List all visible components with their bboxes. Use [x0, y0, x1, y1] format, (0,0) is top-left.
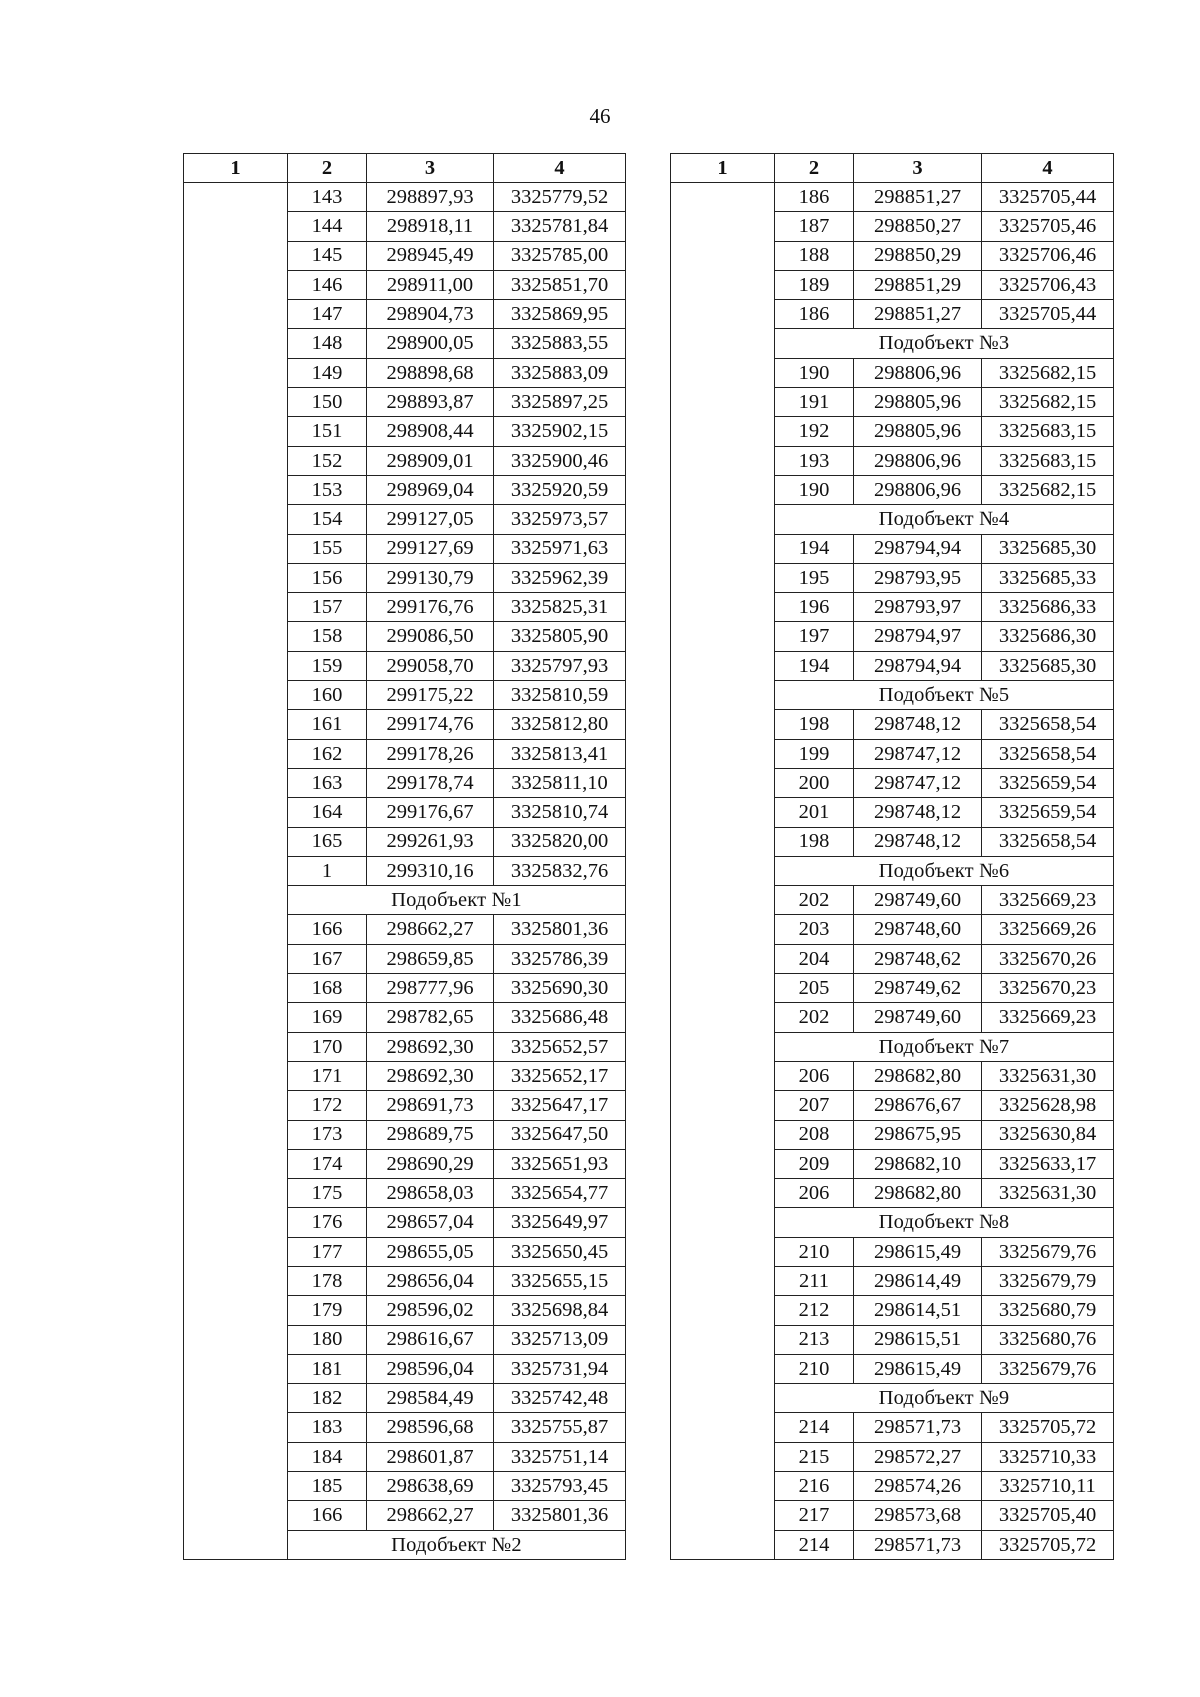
point-number-cell: 182 — [288, 1384, 367, 1413]
subobject-label: Подобъект №2 — [288, 1530, 626, 1559]
coord-x-cell: 299176,67 — [367, 798, 494, 827]
coord-y-cell: 3325973,57 — [494, 505, 626, 534]
coord-x-cell: 298806,96 — [854, 446, 982, 475]
coord-y-cell: 3325920,59 — [494, 475, 626, 504]
coord-y-cell: 3325902,15 — [494, 417, 626, 446]
subobject-label: Подобъект №9 — [775, 1384, 1114, 1413]
point-number-cell: 1 — [288, 856, 367, 885]
coord-x-cell: 298749,60 — [854, 1003, 982, 1032]
coord-x-cell: 299175,22 — [367, 681, 494, 710]
coord-y-cell: 3325705,72 — [982, 1413, 1114, 1442]
point-number-cell: 201 — [775, 798, 854, 827]
coord-y-cell: 3325683,15 — [982, 446, 1114, 475]
coord-y-cell: 3325630,84 — [982, 1120, 1114, 1149]
point-number-cell: 181 — [288, 1354, 367, 1383]
coord-y-cell: 3325669,23 — [982, 886, 1114, 915]
coord-x-cell: 298596,04 — [367, 1354, 494, 1383]
point-number-cell: 155 — [288, 534, 367, 563]
coord-x-cell: 298655,05 — [367, 1237, 494, 1266]
point-number-cell: 200 — [775, 768, 854, 797]
point-number-cell: 156 — [288, 563, 367, 592]
coord-x-cell: 298749,62 — [854, 974, 982, 1003]
coord-y-cell: 3325851,70 — [494, 270, 626, 299]
coord-x-cell: 298850,29 — [854, 241, 982, 270]
point-number-cell: 154 — [288, 505, 367, 534]
coord-x-cell: 298748,12 — [854, 710, 982, 739]
coord-x-cell: 298656,04 — [367, 1266, 494, 1295]
coord-x-cell: 298572,27 — [854, 1442, 982, 1471]
coord-x-cell: 298662,27 — [367, 1501, 494, 1530]
point-number-cell: 211 — [775, 1266, 854, 1295]
coord-x-cell: 298596,02 — [367, 1296, 494, 1325]
point-number-cell: 192 — [775, 417, 854, 446]
point-number-cell: 216 — [775, 1472, 854, 1501]
point-number-cell: 180 — [288, 1325, 367, 1354]
coord-x-cell: 298747,12 — [854, 768, 982, 797]
point-number-cell: 145 — [288, 241, 367, 270]
coord-x-cell: 298748,60 — [854, 915, 982, 944]
coord-y-cell: 3325682,15 — [982, 388, 1114, 417]
point-number-cell: 204 — [775, 944, 854, 973]
point-number-cell: 209 — [775, 1149, 854, 1178]
point-number-cell: 214 — [775, 1413, 854, 1442]
point-number-cell: 191 — [775, 388, 854, 417]
coord-x-cell: 298658,03 — [367, 1179, 494, 1208]
coord-x-cell: 298851,27 — [854, 300, 982, 329]
coord-y-cell: 3325658,54 — [982, 739, 1114, 768]
coord-x-cell: 298571,73 — [854, 1530, 982, 1559]
coord-y-cell: 3325797,93 — [494, 651, 626, 680]
coord-y-cell: 3325793,45 — [494, 1472, 626, 1501]
coord-x-cell: 298805,96 — [854, 388, 982, 417]
point-number-cell: 163 — [288, 768, 367, 797]
coord-x-cell: 298749,60 — [854, 886, 982, 915]
point-number-cell: 175 — [288, 1179, 367, 1208]
coord-x-cell: 298806,96 — [854, 475, 982, 504]
subobject-label: Подобъект №6 — [775, 856, 1114, 885]
coord-x-cell: 298675,95 — [854, 1120, 982, 1149]
coord-y-cell: 3325825,31 — [494, 593, 626, 622]
coord-y-cell: 3325781,84 — [494, 212, 626, 241]
coord-x-cell: 298615,51 — [854, 1325, 982, 1354]
coord-y-cell: 3325900,46 — [494, 446, 626, 475]
point-number-cell: 186 — [775, 300, 854, 329]
point-number-cell: 202 — [775, 886, 854, 915]
coord-y-cell: 3325706,43 — [982, 270, 1114, 299]
coord-y-cell: 3325705,44 — [982, 183, 1114, 212]
coord-y-cell: 3325883,09 — [494, 358, 626, 387]
coord-x-cell: 299261,93 — [367, 827, 494, 856]
coord-x-cell: 298747,12 — [854, 739, 982, 768]
coord-y-cell: 3325652,57 — [494, 1032, 626, 1061]
coord-y-cell: 3325812,80 — [494, 710, 626, 739]
coord-y-cell: 3325649,97 — [494, 1208, 626, 1237]
coord-x-cell: 298904,73 — [367, 300, 494, 329]
coord-y-cell: 3325786,39 — [494, 944, 626, 973]
point-number-cell: 168 — [288, 974, 367, 1003]
coord-y-cell: 3325705,44 — [982, 300, 1114, 329]
point-number-cell: 160 — [288, 681, 367, 710]
point-number-cell: 190 — [775, 475, 854, 504]
coord-x-cell: 298851,27 — [854, 183, 982, 212]
coord-y-cell: 3325801,36 — [494, 915, 626, 944]
coord-y-cell: 3325679,79 — [982, 1266, 1114, 1295]
point-number-cell: 199 — [775, 739, 854, 768]
coord-y-cell: 3325810,74 — [494, 798, 626, 827]
coord-y-cell: 3325805,90 — [494, 622, 626, 651]
subobject-label: Подобъект №3 — [775, 329, 1114, 358]
coord-x-cell: 298748,12 — [854, 827, 982, 856]
coord-x-cell: 298850,27 — [854, 212, 982, 241]
coordinates-table-left — [183, 153, 626, 1560]
point-number-cell: 166 — [288, 1501, 367, 1530]
coord-y-cell: 3325971,63 — [494, 534, 626, 563]
coord-x-cell: 299176,76 — [367, 593, 494, 622]
table-header-row — [671, 154, 1114, 183]
coord-y-cell: 3325631,30 — [982, 1061, 1114, 1090]
table-row — [184, 183, 626, 212]
coord-x-cell: 298662,27 — [367, 915, 494, 944]
coord-x-cell: 298748,62 — [854, 944, 982, 973]
coord-x-cell: 298682,80 — [854, 1061, 982, 1090]
coord-x-cell: 298682,80 — [854, 1179, 982, 1208]
coord-y-cell: 3325686,33 — [982, 593, 1114, 622]
point-number-cell: 153 — [288, 475, 367, 504]
point-number-cell: 195 — [775, 563, 854, 592]
coord-x-cell: 298596,68 — [367, 1413, 494, 1442]
coord-x-cell: 298897,93 — [367, 183, 494, 212]
coord-y-cell: 3325779,52 — [494, 183, 626, 212]
coord-y-cell: 3325710,11 — [982, 1472, 1114, 1501]
coord-x-cell: 298690,29 — [367, 1149, 494, 1178]
coord-y-cell: 3325682,15 — [982, 358, 1114, 387]
coord-x-cell: 298777,96 — [367, 974, 494, 1003]
coord-y-cell: 3325742,48 — [494, 1384, 626, 1413]
coord-x-cell: 298794,94 — [854, 651, 982, 680]
coord-x-cell: 298911,00 — [367, 270, 494, 299]
point-number-cell: 157 — [288, 593, 367, 622]
coord-x-cell: 298571,73 — [854, 1413, 982, 1442]
point-number-cell: 176 — [288, 1208, 367, 1237]
coord-y-cell: 3325705,40 — [982, 1501, 1114, 1530]
coord-y-cell: 3325659,54 — [982, 798, 1114, 827]
coord-x-cell: 298657,04 — [367, 1208, 494, 1237]
coord-y-cell: 3325705,46 — [982, 212, 1114, 241]
point-number-cell: 146 — [288, 270, 367, 299]
point-number-cell: 144 — [288, 212, 367, 241]
point-number-cell: 213 — [775, 1325, 854, 1354]
coordinates-table-right — [670, 153, 1114, 1560]
coord-y-cell: 3325669,23 — [982, 1003, 1114, 1032]
header-col-4: 4 — [494, 154, 626, 183]
point-number-cell: 148 — [288, 329, 367, 358]
coord-y-cell: 3325651,93 — [494, 1149, 626, 1178]
point-number-cell: 215 — [775, 1442, 854, 1471]
point-number-cell: 158 — [288, 622, 367, 651]
coord-y-cell: 3325647,50 — [494, 1120, 626, 1149]
point-number-cell: 159 — [288, 651, 367, 680]
coord-y-cell: 3325686,30 — [982, 622, 1114, 651]
point-number-cell: 194 — [775, 651, 854, 680]
coord-y-cell: 3325682,15 — [982, 475, 1114, 504]
coord-y-cell: 3325679,76 — [982, 1237, 1114, 1266]
coord-y-cell: 3325713,09 — [494, 1325, 626, 1354]
header-col-3: 3 — [367, 154, 494, 183]
coord-x-cell: 298918,11 — [367, 212, 494, 241]
coord-x-cell: 299174,76 — [367, 710, 494, 739]
column-1-blank-cell — [671, 183, 775, 1560]
coord-x-cell: 298692,30 — [367, 1032, 494, 1061]
point-number-cell: 193 — [775, 446, 854, 475]
point-number-cell: 184 — [288, 1442, 367, 1471]
point-number-cell: 147 — [288, 300, 367, 329]
coord-x-cell: 298969,04 — [367, 475, 494, 504]
coord-y-cell: 3325685,33 — [982, 563, 1114, 592]
point-number-cell: 178 — [288, 1266, 367, 1295]
coord-y-cell: 3325652,17 — [494, 1061, 626, 1090]
point-number-cell: 150 — [288, 388, 367, 417]
coord-y-cell: 3325811,10 — [494, 768, 626, 797]
coord-x-cell: 298676,67 — [854, 1091, 982, 1120]
coord-x-cell: 298615,49 — [854, 1354, 982, 1383]
point-number-cell: 172 — [288, 1091, 367, 1120]
coord-x-cell: 298945,49 — [367, 241, 494, 270]
coord-y-cell: 3325710,33 — [982, 1442, 1114, 1471]
coord-y-cell: 3325751,14 — [494, 1442, 626, 1471]
point-number-cell: 185 — [288, 1472, 367, 1501]
coord-y-cell: 3325705,72 — [982, 1530, 1114, 1559]
point-number-cell: 183 — [288, 1413, 367, 1442]
coord-y-cell: 3325628,98 — [982, 1091, 1114, 1120]
coord-x-cell: 298898,68 — [367, 358, 494, 387]
point-number-cell: 177 — [288, 1237, 367, 1266]
point-number-cell: 210 — [775, 1237, 854, 1266]
point-number-cell: 210 — [775, 1354, 854, 1383]
coord-x-cell: 298573,68 — [854, 1501, 982, 1530]
coord-y-cell: 3325680,76 — [982, 1325, 1114, 1354]
coord-x-cell: 299178,74 — [367, 768, 494, 797]
coord-x-cell: 298748,12 — [854, 798, 982, 827]
coord-x-cell: 298615,49 — [854, 1237, 982, 1266]
coord-y-cell: 3325670,23 — [982, 974, 1114, 1003]
point-number-cell: 186 — [775, 183, 854, 212]
coord-y-cell: 3325962,39 — [494, 563, 626, 592]
point-number-cell: 174 — [288, 1149, 367, 1178]
header-col-1: 1 — [671, 154, 775, 183]
point-number-cell: 149 — [288, 358, 367, 387]
point-number-cell: 189 — [775, 270, 854, 299]
coord-x-cell: 298794,94 — [854, 534, 982, 563]
point-number-cell: 151 — [288, 417, 367, 446]
point-number-cell: 190 — [775, 358, 854, 387]
coord-y-cell: 3325897,25 — [494, 388, 626, 417]
coord-y-cell: 3325669,26 — [982, 915, 1114, 944]
coord-x-cell: 298614,49 — [854, 1266, 982, 1295]
point-number-cell: 206 — [775, 1061, 854, 1090]
header-col-4: 4 — [982, 154, 1114, 183]
subobject-label: Подобъект №1 — [288, 886, 626, 915]
point-number-cell: 165 — [288, 827, 367, 856]
coord-x-cell: 298782,65 — [367, 1003, 494, 1032]
coord-x-cell: 298689,75 — [367, 1120, 494, 1149]
point-number-cell: 179 — [288, 1296, 367, 1325]
coord-y-cell: 3325801,36 — [494, 1501, 626, 1530]
point-number-cell: 162 — [288, 739, 367, 768]
coord-y-cell: 3325706,46 — [982, 241, 1114, 270]
coord-y-cell: 3325869,95 — [494, 300, 626, 329]
coord-y-cell: 3325883,55 — [494, 329, 626, 358]
coord-y-cell: 3325658,54 — [982, 827, 1114, 856]
coord-x-cell: 298614,51 — [854, 1296, 982, 1325]
coord-y-cell: 3325650,45 — [494, 1237, 626, 1266]
coord-y-cell: 3325683,15 — [982, 417, 1114, 446]
point-number-cell: 166 — [288, 915, 367, 944]
coord-x-cell: 298908,44 — [367, 417, 494, 446]
coord-x-cell: 299127,69 — [367, 534, 494, 563]
subobject-label: Подобъект №7 — [775, 1032, 1114, 1061]
coord-y-cell: 3325631,30 — [982, 1179, 1114, 1208]
table-header-row — [184, 154, 626, 183]
coord-x-cell: 298584,49 — [367, 1384, 494, 1413]
header-col-2: 2 — [775, 154, 854, 183]
point-number-cell: 196 — [775, 593, 854, 622]
coord-x-cell: 298659,85 — [367, 944, 494, 973]
point-number-cell: 205 — [775, 974, 854, 1003]
point-number-cell: 170 — [288, 1032, 367, 1061]
coord-x-cell: 298893,87 — [367, 388, 494, 417]
coord-y-cell: 3325655,15 — [494, 1266, 626, 1295]
coord-x-cell: 298691,73 — [367, 1091, 494, 1120]
header-col-1: 1 — [184, 154, 288, 183]
point-number-cell: 207 — [775, 1091, 854, 1120]
coord-x-cell: 299058,70 — [367, 651, 494, 680]
header-col-3: 3 — [854, 154, 982, 183]
coord-y-cell: 3325679,76 — [982, 1354, 1114, 1383]
point-number-cell: 152 — [288, 446, 367, 475]
point-number-cell: 214 — [775, 1530, 854, 1559]
point-number-cell: 169 — [288, 1003, 367, 1032]
coord-y-cell: 3325647,17 — [494, 1091, 626, 1120]
coord-x-cell: 299130,79 — [367, 563, 494, 592]
point-number-cell: 202 — [775, 1003, 854, 1032]
coord-y-cell: 3325686,48 — [494, 1003, 626, 1032]
subobject-label: Подобъект №4 — [775, 505, 1114, 534]
point-number-cell: 194 — [775, 534, 854, 563]
coord-x-cell: 298574,26 — [854, 1472, 982, 1501]
coord-x-cell: 299127,05 — [367, 505, 494, 534]
coord-y-cell: 3325680,79 — [982, 1296, 1114, 1325]
page-number: 46 — [589, 104, 611, 128]
table-row — [671, 183, 1114, 212]
column-1-blank-cell — [184, 183, 288, 1560]
coord-x-cell: 298806,96 — [854, 358, 982, 387]
coord-y-cell: 3325832,76 — [494, 856, 626, 885]
subobject-label: Подобъект №5 — [775, 681, 1114, 710]
coord-x-cell: 298805,96 — [854, 417, 982, 446]
coord-y-cell: 3325685,30 — [982, 534, 1114, 563]
coord-y-cell: 3325685,30 — [982, 651, 1114, 680]
header-col-2: 2 — [288, 154, 367, 183]
point-number-cell: 217 — [775, 1501, 854, 1530]
coord-x-cell: 298682,10 — [854, 1149, 982, 1178]
point-number-cell: 187 — [775, 212, 854, 241]
coord-x-cell: 298794,97 — [854, 622, 982, 651]
point-number-cell: 164 — [288, 798, 367, 827]
point-number-cell: 173 — [288, 1120, 367, 1149]
coord-x-cell: 298909,01 — [367, 446, 494, 475]
point-number-cell: 161 — [288, 710, 367, 739]
coord-x-cell: 298601,87 — [367, 1442, 494, 1471]
point-number-cell: 188 — [775, 241, 854, 270]
point-number-cell: 198 — [775, 827, 854, 856]
coord-x-cell: 298793,95 — [854, 563, 982, 592]
point-number-cell: 212 — [775, 1296, 854, 1325]
coord-y-cell: 3325659,54 — [982, 768, 1114, 797]
point-number-cell: 171 — [288, 1061, 367, 1090]
coord-y-cell: 3325690,30 — [494, 974, 626, 1003]
coord-x-cell: 298851,29 — [854, 270, 982, 299]
subobject-label: Подобъект №8 — [775, 1208, 1114, 1237]
coord-x-cell: 298692,30 — [367, 1061, 494, 1090]
point-number-cell: 167 — [288, 944, 367, 973]
coord-x-cell: 298793,97 — [854, 593, 982, 622]
coord-y-cell: 3325633,17 — [982, 1149, 1114, 1178]
coord-x-cell: 298638,69 — [367, 1472, 494, 1501]
coord-x-cell: 298616,67 — [367, 1325, 494, 1354]
point-number-cell: 203 — [775, 915, 854, 944]
coord-x-cell: 299178,26 — [367, 739, 494, 768]
coord-x-cell: 298900,05 — [367, 329, 494, 358]
coord-x-cell: 299086,50 — [367, 622, 494, 651]
coord-y-cell: 3325654,77 — [494, 1179, 626, 1208]
point-number-cell: 198 — [775, 710, 854, 739]
coord-y-cell: 3325731,94 — [494, 1354, 626, 1383]
point-number-cell: 197 — [775, 622, 854, 651]
coord-y-cell: 3325810,59 — [494, 681, 626, 710]
coord-y-cell: 3325785,00 — [494, 241, 626, 270]
coord-y-cell: 3325820,00 — [494, 827, 626, 856]
coord-y-cell: 3325813,41 — [494, 739, 626, 768]
coord-y-cell: 3325670,26 — [982, 944, 1114, 973]
point-number-cell: 206 — [775, 1179, 854, 1208]
coord-y-cell: 3325755,87 — [494, 1413, 626, 1442]
point-number-cell: 208 — [775, 1120, 854, 1149]
coord-y-cell: 3325698,84 — [494, 1296, 626, 1325]
coord-y-cell: 3325658,54 — [982, 710, 1114, 739]
point-number-cell: 143 — [288, 183, 367, 212]
coord-x-cell: 299310,16 — [367, 856, 494, 885]
